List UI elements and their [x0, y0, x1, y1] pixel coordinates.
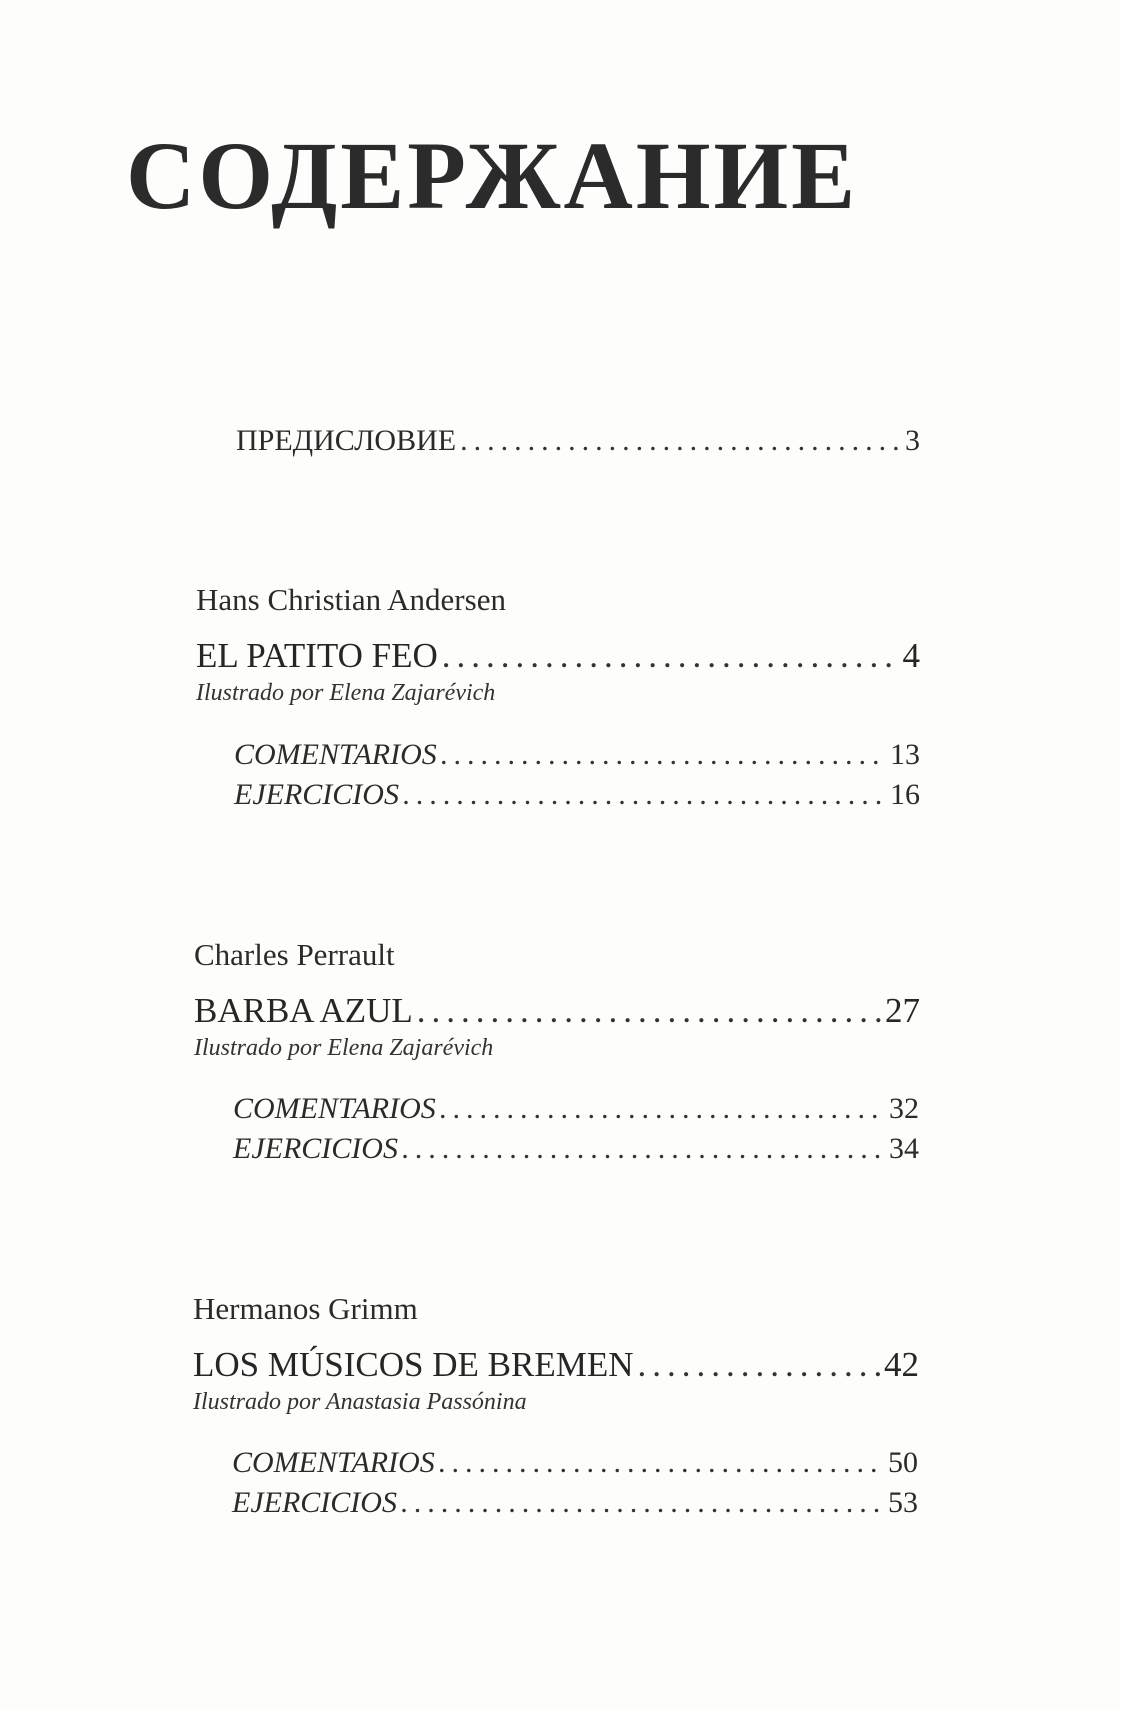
- toc-entry-story[interactable]: [196, 636, 920, 676]
- entry-label: EJERCICIOS: [233, 1132, 398, 1165]
- toc-entry-comments[interactable]: [233, 1092, 919, 1126]
- author-name: Hermanos Grimm: [193, 1291, 418, 1326]
- page-title: СОДЕРЖАНИЕ: [126, 122, 859, 229]
- story-title: BARBA AZUL: [194, 991, 413, 1030]
- author-name: Charles Perrault: [194, 937, 395, 972]
- dot-leader: [441, 738, 886, 772]
- entry-label: COMENTARIOS: [233, 1092, 436, 1125]
- entry-label: ПРЕДИСЛОВИЕ: [236, 424, 457, 457]
- dot-leader: [440, 1092, 885, 1126]
- dot-leader: [401, 1486, 884, 1520]
- page-number: 50: [888, 1446, 918, 1479]
- toc-entry-preface[interactable]: [236, 424, 920, 458]
- dot-leader: [460, 424, 901, 458]
- page-number: 27: [885, 991, 920, 1030]
- page-number: 16: [890, 778, 920, 811]
- toc-entry-story[interactable]: [193, 1345, 919, 1385]
- author-name: Hans Christian Andersen: [196, 582, 506, 617]
- toc-entry-comments[interactable]: [234, 738, 920, 772]
- dot-leader: [402, 1132, 885, 1166]
- toc-entry-exercises[interactable]: [234, 778, 920, 812]
- dot-leader: [439, 1446, 884, 1480]
- dot-leader: [637, 1345, 880, 1385]
- page-number: 4: [902, 636, 920, 675]
- page-number: 34: [889, 1132, 919, 1165]
- dot-leader: [442, 636, 899, 676]
- toc-entry-story[interactable]: [194, 991, 920, 1031]
- illustrator-credit: Ilustrado por Elena Zajarévich: [194, 1035, 494, 1061]
- page-number: 13: [890, 738, 920, 771]
- dot-leader: [403, 778, 886, 812]
- toc-entry-exercises[interactable]: [233, 1132, 919, 1166]
- toc-entry-exercises[interactable]: [232, 1486, 918, 1520]
- story-title: EL PATITO FEO: [196, 636, 438, 675]
- illustrator-credit: Ilustrado por Elena Zajarévich: [196, 680, 496, 706]
- entry-label: EJERCICIOS: [234, 778, 399, 811]
- illustrator-credit: Ilustrado por Anastasia Passónina: [193, 1389, 527, 1415]
- page-number: 53: [888, 1486, 918, 1519]
- dot-leader: [417, 991, 881, 1031]
- page-number: 3: [905, 424, 920, 457]
- entry-label: COMENTARIOS: [232, 1446, 435, 1479]
- entry-label: COMENTARIOS: [234, 738, 437, 771]
- page-number: 42: [884, 1345, 919, 1384]
- entry-label: EJERCICIOS: [232, 1486, 397, 1519]
- page-number: 32: [889, 1092, 919, 1125]
- toc-entry-comments[interactable]: [232, 1446, 918, 1480]
- story-title: LOS MÚSICOS DE BREMEN: [193, 1345, 634, 1384]
